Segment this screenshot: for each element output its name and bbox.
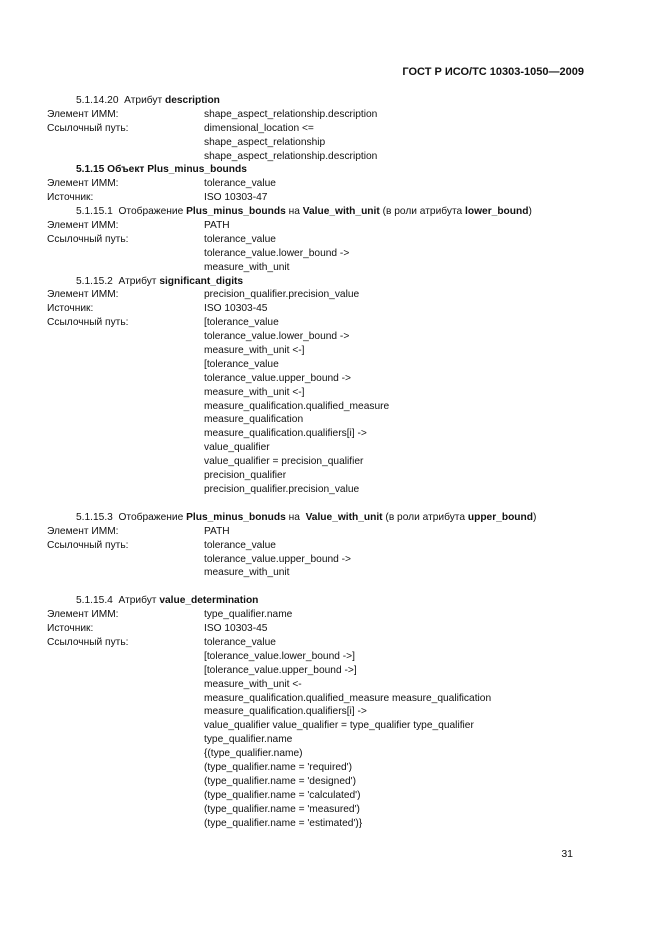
object-name: Plus_minus_bonuds [186, 511, 286, 523]
ref-row [47, 177, 587, 191]
role-suffix: ) [532, 511, 537, 523]
path-line: {(type_qualifier.name) [204, 748, 303, 760]
ref-label: Элемент ИММ: [47, 289, 119, 301]
ref-label: Элемент ИММ: [47, 220, 119, 232]
path-line: (type_qualifier.name = 'calculated') [204, 789, 361, 801]
source-value: ISO 10303-45 [204, 623, 268, 635]
target-name: Value_with_unit [302, 206, 380, 218]
path-line: (type_qualifier.name = 'estimated')} [204, 817, 363, 829]
section-heading-5-1-15-1 [47, 205, 587, 219]
mapping-word: Отображение [118, 511, 184, 523]
role-name: lower_bound [465, 206, 529, 218]
attribute-word: Атрибут [118, 275, 157, 287]
path-line: shape_aspect_relationship.description [204, 150, 378, 162]
section-number: 5.1.15.2 [76, 275, 113, 287]
path-line: measure_with_unit <-] [204, 386, 305, 398]
attribute-name: significant_digits [159, 275, 244, 287]
path-line: [tolerance_value.upper_bound ->] [204, 664, 357, 676]
path-line: tolerance_value.lower_bound -> [204, 331, 350, 343]
section-heading-5-1-15-2 [47, 275, 587, 289]
path-line: tolerance_value.lower_bound -> [204, 247, 350, 259]
path-line: tolerance_value [204, 233, 276, 245]
path-line: tolerance_value.upper_bound -> [204, 372, 351, 384]
source-value: ISO 10303-47 [204, 192, 268, 204]
path-line: value_qualifier [204, 442, 270, 454]
section-heading-5-1-14-20 [47, 94, 587, 108]
ref-label: Элемент ИММ: [47, 525, 119, 537]
ref-row [47, 608, 587, 622]
path-line: shape_aspect_relationship [204, 136, 326, 148]
path-line: precision_qualifier [204, 470, 287, 482]
path-line: measure_with_unit [204, 567, 290, 579]
ref-value: PATH [204, 220, 230, 232]
role-name: upper_bound [467, 511, 533, 523]
target-name: Value_with_unit [305, 511, 383, 523]
ref-row [47, 219, 587, 233]
ref-value: tolerance_value [204, 178, 276, 190]
section-number: 5.1.14.20 [76, 95, 119, 106]
source-row [47, 622, 587, 636]
page-number: 31 [561, 848, 573, 860]
path-line: measure_qualification.qualified_measure [204, 400, 390, 412]
path-line: value_qualifier = precision_qualifier [204, 456, 364, 468]
path-line: dimensional_location <= [204, 122, 314, 134]
path-line: tolerance_value [204, 539, 276, 551]
document-header: ГОСТ Р ИСО/ТС 10303-1050—2009 [402, 66, 584, 78]
on-word: на [288, 206, 300, 218]
attribute-name: value_determination [159, 595, 259, 607]
path-line: measure_qualification [204, 414, 304, 426]
path-line: measure_with_unit <-] [204, 345, 305, 357]
path-line: measure_qualification.qualifiers[i] -> [204, 706, 367, 718]
role-prefix: (в роли атрибута [385, 511, 466, 523]
source-value: ISO 10303-45 [204, 303, 268, 315]
role-suffix: ) [528, 206, 532, 218]
on-word: на [288, 511, 300, 523]
path-row [47, 636, 587, 650]
role-prefix: (в роли атрибута [382, 206, 463, 218]
path-row [47, 539, 587, 553]
path-line: [tolerance_value [204, 358, 279, 370]
source-row [47, 191, 587, 205]
path-label: Ссылочный путь: [47, 636, 129, 648]
path-line: measure_with_unit <- [204, 678, 302, 690]
document-body [47, 94, 587, 830]
section-number: 5.1.15.3 [76, 511, 113, 523]
object-name: Plus_minus_bounds [186, 206, 286, 218]
attribute-word: Атрибут [124, 95, 163, 106]
ref-label: Элемент ИММ: [47, 609, 119, 621]
ref-value: type_qualifier.name [204, 609, 293, 621]
path-line: measure_qualification.qualified_measure measure_qualification [204, 692, 492, 704]
section-heading-5-1-15-3 [47, 511, 587, 525]
path-line: tolerance_value [204, 636, 276, 648]
path-line: type_qualifier.name [204, 734, 293, 746]
ref-label: Элемент ИММ: [47, 178, 119, 190]
path-label: Ссылочный путь: [47, 122, 129, 134]
section-number: 5.1.15.1 [76, 206, 113, 218]
section-heading-5-1-15: 5.1.15 Объект Plus_minus_bounds [76, 164, 247, 176]
attribute-name: description [164, 95, 220, 106]
ref-value: PATH [204, 525, 230, 537]
path-label: Ссылочный путь: [47, 233, 129, 245]
ref-value: precision_qualifier.precision_value [204, 289, 360, 301]
path-line: (type_qualifier.name = 'designed') [204, 775, 356, 787]
section-heading-5-1-15-4 [47, 594, 587, 608]
ref-label: Элемент ИММ: [47, 108, 119, 120]
ref-row [47, 288, 587, 302]
path-line: measure_qualification.qualifiers[i] -> [204, 428, 367, 440]
path-line: [tolerance_value [204, 317, 279, 329]
path-line: tolerance_value.upper_bound -> [204, 553, 351, 565]
source-label: Источник: [47, 192, 94, 204]
path-line: (type_qualifier.name = 'measured') [204, 803, 360, 815]
path-line: measure_with_unit [204, 261, 290, 273]
source-label: Источник: [47, 623, 94, 635]
path-line: precision_qualifier.precision_value [204, 483, 360, 495]
path-line: (type_qualifier.name = 'required') [204, 761, 353, 773]
attribute-word: Атрибут [118, 595, 157, 607]
source-label: Источник: [47, 303, 94, 315]
ref-row [47, 525, 587, 539]
path-row [47, 122, 587, 136]
ref-row [47, 108, 587, 122]
path-label: Ссылочный путь: [47, 539, 129, 551]
path-line: [tolerance_value.lower_bound ->] [204, 650, 355, 662]
mapping-word: Отображение [118, 206, 184, 218]
section-number: 5.1.15.4 [76, 595, 113, 607]
ref-value: shape_aspect_relationship.description [204, 108, 378, 120]
source-row [47, 302, 587, 316]
path-line: value_qualifier value_qualifier = type_qualifier type_qualifier [204, 720, 474, 732]
path-label: Ссылочный путь: [47, 317, 129, 329]
path-row [47, 316, 587, 330]
path-row [47, 233, 587, 247]
